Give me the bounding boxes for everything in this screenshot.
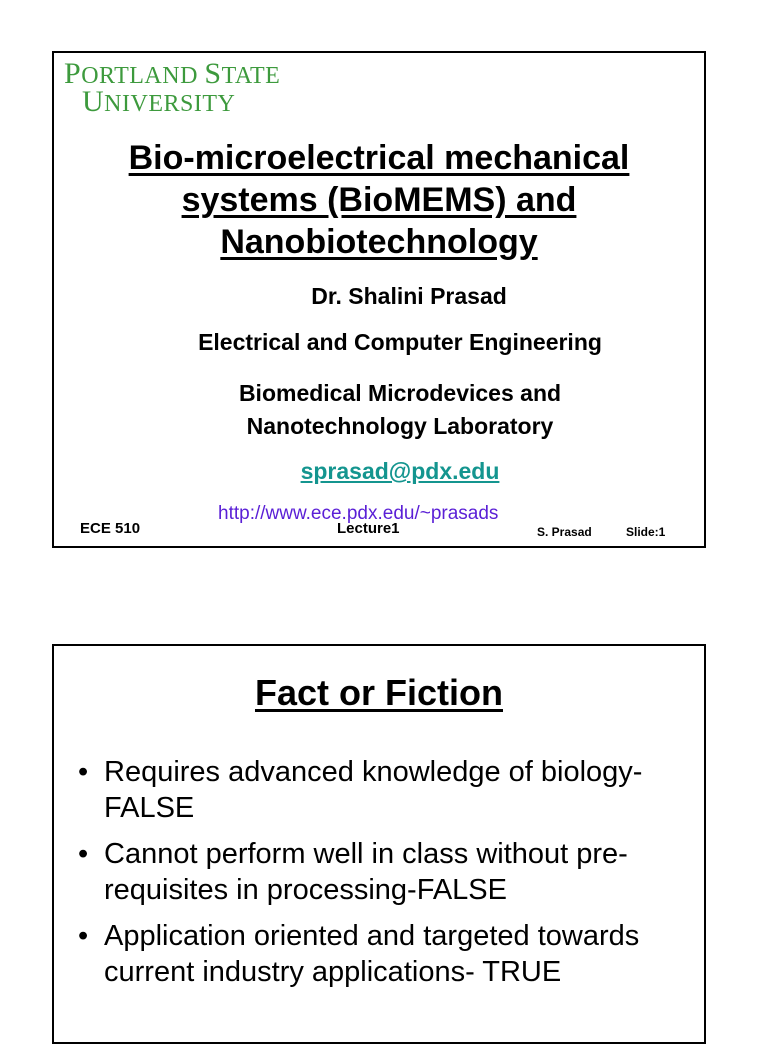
bullet-item: • Application oriented and targeted towards current industry applications- TRUE: [78, 920, 640, 988]
title-line: systems (BioMEMS) and: [181, 181, 577, 219]
lab-name: [54, 377, 704, 443]
bullet-list: [76, 754, 688, 1000]
footer-lecture: Lecture1: [337, 520, 400, 537]
department: Electrical and Computer Engineering: [198, 329, 602, 355]
portland-state-university-logo: PORTLAND STATE UNIVERSITY: [64, 57, 281, 118]
website-link[interactable]: http://www.ece.pdx.edu/~prasads: [218, 503, 499, 524]
lab-line: Biomedical Microdevices and: [238, 380, 562, 406]
author-name: Dr. Shalini Prasad: [311, 283, 507, 309]
email-link[interactable]: sprasad@pdx.edu: [300, 458, 500, 484]
bullet-icon: •: [78, 838, 89, 870]
title-line: Nanobiotechnology: [220, 223, 538, 261]
slide-1-title: [54, 137, 704, 263]
bullet-item: • Cannot perform well in class without pre-requisites in processing-FALSE: [78, 838, 628, 906]
title-line: Bio-microelectrical mechanical: [128, 139, 630, 177]
footer-course: ECE 510: [80, 520, 141, 537]
slide-2: [52, 644, 706, 1044]
slide-1: [52, 51, 706, 548]
bullet-item: • Requires advanced knowledge of biology-FALSE: [78, 756, 643, 824]
footer-slide-number: Slide:1: [626, 525, 666, 539]
lab-line: Nanotechnology Laboratory: [246, 413, 554, 439]
slide-2-title: Fact or Fiction: [254, 672, 503, 713]
footer-author: S. Prasad: [537, 525, 592, 539]
bullet-icon: •: [78, 920, 89, 952]
bullet-icon: •: [78, 756, 89, 788]
